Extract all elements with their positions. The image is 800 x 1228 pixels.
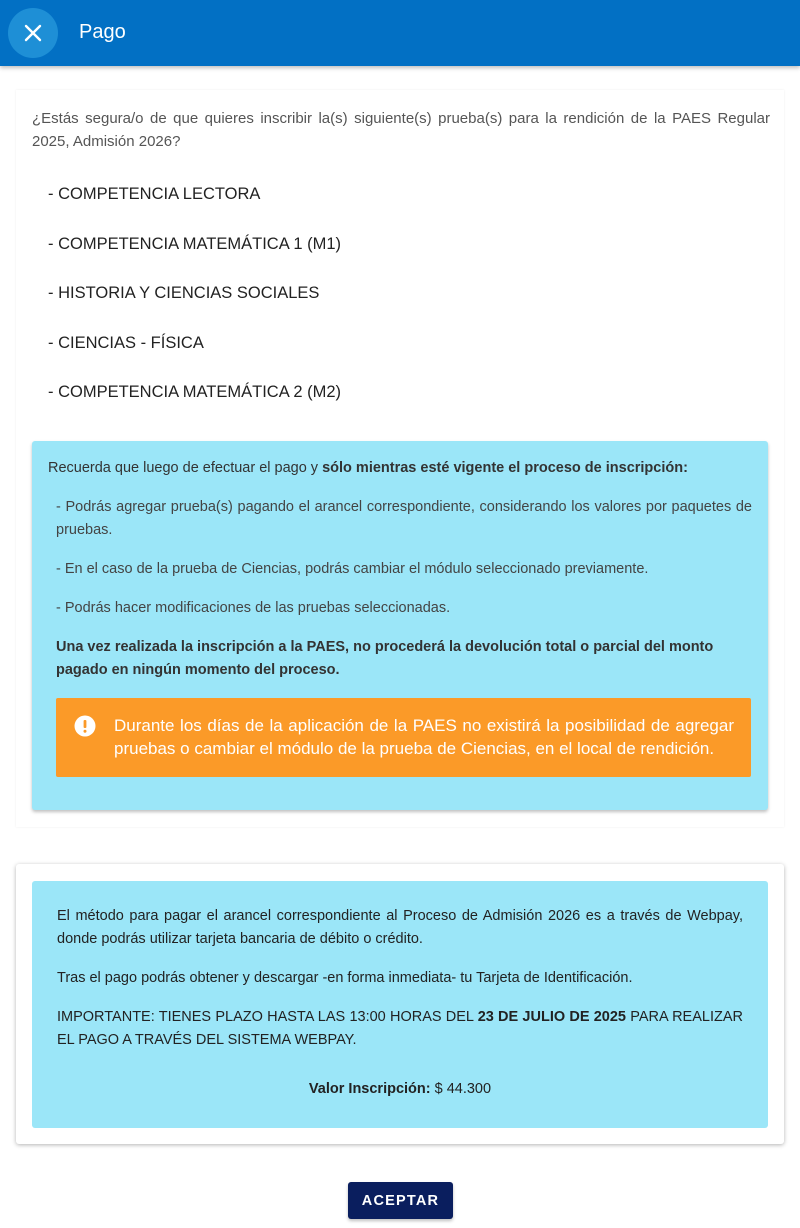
close-button[interactable] (8, 8, 58, 58)
refund-notice: Una vez realizada la inscripción a la PAES, no procederá la devolución total o parcial del monto pagado en ningún momento del proceso. (56, 639, 714, 678)
deadline-prefix: IMPORTANTE: TIENES PLAZO HASTA LAS 13:00 HORAS DEL (57, 1009, 478, 1025)
payment-panel (16, 864, 784, 1144)
confirmation-panel (16, 90, 784, 827)
reminder-prefix: Recuerda que luego de efectuar el pago y (48, 460, 323, 476)
app-header (0, 0, 800, 66)
reminder-bullet: - Podrás agregar prueba(s) pagando el arancel correspondiente, considerando los valores por paquetes de pruebas. (56, 499, 752, 538)
id-card-text: Tras el pago podrás obtener y descargar -en forma inmediata- tu Tarjeta de Identificación. (57, 970, 633, 986)
selected-tests-list (48, 182, 341, 430)
registration-fee (32, 1081, 768, 1097)
reminder-bullet: - Podrás hacer modificaciones de las pruebas seleccionadas. (56, 600, 451, 616)
accept-button[interactable]: ACEPTAR (348, 1182, 453, 1219)
reminder-text (48, 457, 688, 479)
page-title: Pago (79, 21, 126, 43)
test-item: - COMPETENCIA MATEMÁTICA 1 (M1) (48, 234, 342, 253)
deadline-suffix: PARA REALIZAR EL PAGO A TRAVÉS DEL SISTEMA WEBPAY. (57, 1009, 743, 1048)
alert-circle-icon (74, 715, 96, 737)
confirmation-question: ¿Estás segura/o de que quieres inscribir la(s) siguiente(s) prueba(s) para la rendición de la PAES Regular 2025, Admisión 2026? (32, 110, 770, 150)
fee-label: Valor Inscripción: (308, 1081, 431, 1097)
warning-text: Durante los días de la aplicación de la PAES no existirá la posibilidad de agregar pruebas o cambiar el módulo de la prueba de Ciencias, en el local de rendición. (114, 716, 734, 758)
deadline-text (57, 1006, 743, 1052)
fee-amount: $ 44.300 (430, 1081, 492, 1097)
test-item: - COMPETENCIA MATEMÁTICA 2 (M2) (48, 383, 342, 401)
warning-banner (56, 698, 751, 777)
reminder-bullet: - En el caso de la prueba de Ciencias, podrás cambiar el módulo seleccionado previamente. (56, 561, 649, 577)
close-icon (24, 24, 42, 42)
reminder-info-box (32, 441, 768, 810)
payment-method-text: El método para pagar el arancel correspondiente al Proceso de Admisión 2026 es a través de Webpay, donde podrás utilizar tarjeta bancaria de débito o crédito. (57, 908, 743, 947)
reminder-bold: sólo mientras esté vigente el proceso de inscripción: (322, 460, 688, 476)
test-item: - COMPETENCIA LECTORA (48, 185, 261, 203)
payment-info-box (32, 881, 768, 1128)
test-item: - HISTORIA Y CIENCIAS SOCIALES (48, 284, 320, 302)
test-item: - CIENCIAS - FÍSICA (48, 333, 204, 352)
deadline-date: 23 DE JULIO DE 2025 (477, 1009, 626, 1025)
